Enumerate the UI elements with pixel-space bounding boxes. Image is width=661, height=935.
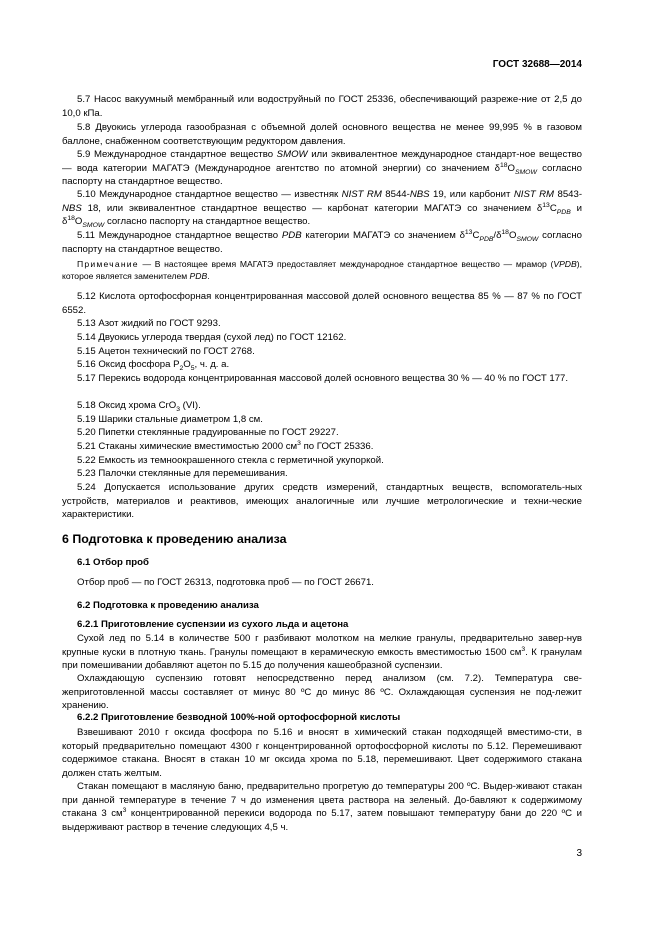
clause-5-19: 5.19 Шарики стальные диаметром 1,8 см. (77, 414, 263, 425)
subsection-6-2-1-para-1: Сухой лед по 5.14 в количестве 500 г разбивают молотком на мелкие гранулы, предварительно завер-нув крупные куски в плотную ткань. Гранулы помещают в керамическую емкость вместимостью 1500 $см^3$. К гранулам при помешивании добавляют ацетон по 5.15 до получения кашеобразной суспензии. (62, 633, 582, 672)
clause-5-18: 5.18 Оксид хрома CrO$_3$ (VI). (77, 400, 201, 413)
clause-5-12: 5.12 Кислота ортофосфорная концентрированная массовой долей основного вещества 85 % — 87 % по ГОСТ 6552. (62, 291, 582, 316)
clause-5-7: 5.7 Насос вакуумный мембранный или водоструйный по ГОСТ 25336, обеспечивающий разреже-ние от 2,5 до 10,0 кПа. (62, 94, 582, 119)
clause-5-24: 5.24 Допускается использование других средств измерений, стандартных веществ, вспомогатель-ных устройств, материалов и реактивов, имеющих аналогичные или лучшие метрологические и техни-ческие характеристики. (62, 482, 582, 521)
subsection-6-2-1-title: 6.2.1 Приготовление суспензии из сухого льда и ацетона (77, 619, 349, 630)
subsection-6-1-title: 6.1 Отбор проб (77, 557, 149, 568)
subsection-6-2-title: 6.2 Подготовка к проведению анализа (77, 600, 259, 611)
clause-5-17: 5.17 Перекись водорода концентрированная массовой долей основного вещества 30 % — 40 % по ГОСТ 177. (77, 373, 569, 384)
clause-5-11: 5.11 Международное стандартное вещество PDB категории МАГАТЭ со значением $\delta^{13}C_{PDB}/\delta^{18}O_{SMOW}$ согласно паспорту на стандартное вещество. (62, 228, 582, 255)
delta-18-o-smow-formula: $\delta^{18}O_{SMOW}$ (494, 161, 537, 176)
delta-18-o-smow-formula: $\delta^{18}O_{SMOW}$ (496, 228, 539, 243)
subsection-6-2-2-para-2: Стакан помещают в масляную баню, предварительно прогретую до температуры 200 ºС. Выдер-живают стакан при данной температуре в течение 7 ч до изменения цвета раствора на зеленый. До-бавляют к содержимому стакана 3 $см^3$ концентрированной перекиси водорода по 5.17, затем повышают температуру бани до 220 ºС и выдерживают раствор в течение следующих 4,5 ч. (62, 781, 583, 833)
clause-5-23: 5.23 Палочки стеклянные для перемешивания. (77, 468, 288, 479)
clause-5-9: 5.9 Международное стандартное вещество SMOW или эквивалентное международное стандарт-ное вещество — вода категории МАГАТЭ (Международное агентство по атомной энергии) со значением $\delta^{18}O_{SMOW}$ согласно паспорту на стандартное вещество. (62, 149, 583, 188)
clause-5-13: 5.13 Азот жидкий по ГОСТ 9293. (77, 318, 221, 329)
subsection-6-2-2-para-1: Взвешивают 2010 г оксида фосфора по 5.16 и вносят в химический стакан подходящей вместимо-сти, в который предварительно помещают 4300 г концентрированной ортофосфорной кислоты по 5.12. Перемешивают содержимое стакана. Вносят в стакан 10 мг оксида хрома по 5.18, перемешивают. Цвет содержимого стакана должен стать желтым. (62, 727, 582, 779)
clause-5-14: 5.14 Двуокись углерода твердая (сухой лед) по ГОСТ 12162. (77, 332, 347, 343)
clause-5-16: 5.16 Оксид фосфора $P_2O_5$, ч. д. а. (77, 359, 230, 372)
page-number: 3 (576, 848, 582, 859)
clause-5-21: 5.21 Стаканы химические вместимостью 2000 $см^3$ по ГОСТ 25336. (77, 439, 374, 452)
subsection-6-2-2-title: 6.2.2 Приготовление безводной 100%-ной ортофосфорной кислоты (77, 712, 401, 723)
clause-5-10: 5.10 Международное стандартное вещество — известняк NIST RM 8544-NBS 19, или карбонит NIST RM 8543-NBS 18, или эквивалентное стандартное вещество — карбонат категории МАГАТЭ со значением $\delta^{13}C_{PDB}$ и $\delta^{18}O_{SMOW}$ согласно паспорту на стандартное вещество. (62, 189, 583, 230)
clause-5-8: 5.8 Двуокись углерода газообразная с объемной долей основного вещества не менее 99,995 % в газовом баллоне, снабженном соответствующим редуктором давления. (62, 122, 582, 147)
clause-5-20: 5.20 Пипетки стеклянные градуированные по ГОСТ 29227. (77, 427, 339, 438)
delta-13-c-pdb-formula: $\delta^{13}C_{PDB}$ (459, 228, 494, 243)
subsection-6-2-1-para-2: Охлаждающую суспензию готовят непосредственно перед анализом (см. 7.2). Температура све-жеприготовленной массы составляет от минус 80 ºС до минус 86 ºС. Охлаждающая суспензия не под-лежит хранению. (62, 673, 582, 712)
delta-13-c-pdb-formula: $\delta^{13}C_{PDB}$ (536, 201, 571, 216)
document-header: ГОСТ 32688—2014 (492, 59, 582, 70)
note-vpdb: Примечание — В настоящее время МАГАТЭ предоставляет международное стандартное вещество — мрамор (VPDB), которое является заменителем PDB. (62, 259, 582, 282)
subsection-6-1-text: Отбор проб — по ГОСТ 26313, подготовка проб — по ГОСТ 26671. (77, 577, 374, 588)
note-label: Примечание (77, 259, 139, 269)
clause-5-15: 5.15 Ацетон технический по ГОСТ 2768. (77, 346, 255, 357)
section-6-title: 6 Подготовка к проведению анализа (62, 532, 287, 546)
clause-5-22: 5.22 Емкость из темноокрашенного стекла с герметичной укупоркой. (77, 455, 384, 466)
delta-18-o-smow-formula: $\delta^{18}O_{SMOW}$ (62, 215, 105, 230)
